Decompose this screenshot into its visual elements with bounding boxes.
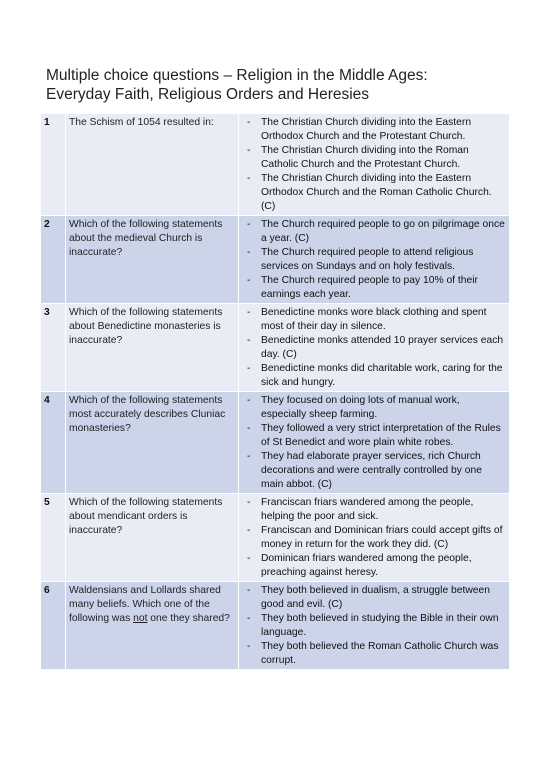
answer-option: - Benedictine monks did charitable work, caring for the sick and hungry. (242, 362, 506, 390)
question-number: 5 (41, 494, 66, 582)
question-number: 4 (41, 392, 66, 494)
answer-option: - Benedictine monks wore black clothing and spent most of their day in silence. (242, 306, 506, 334)
question-text-part: Waldensians and Lollards shared many beliefs. Which one of the following was (69, 585, 221, 624)
answer-option: - The Christian Church dividing into the Roman Catholic Church and the Protestant Church. (242, 144, 506, 172)
answer-options (239, 114, 510, 216)
question-number: 3 (41, 304, 66, 392)
answer-option: - The Church required people to go on pilgrimage once a year. (C) (242, 218, 506, 246)
question-text: Which of the following statements about Benedictine monasteries is inaccurate? (66, 304, 239, 392)
question-row-5 (41, 494, 510, 582)
page-title (46, 66, 428, 104)
question-text: Which of the following statements about the medieval Church is inaccurate? (66, 216, 239, 304)
answer-option: - They both believed in studying the Bible in their own language. (242, 612, 506, 640)
underlined-word: not (133, 613, 148, 624)
answer-option: - The Christian Church dividing into the Eastern Orthodox Church and the Roman Catholic Church. (C) (242, 172, 506, 214)
question-number: 2 (41, 216, 66, 304)
answer-options (239, 582, 510, 670)
answer-option: - Franciscan friars wandered among the people, helping the poor and sick. (242, 496, 506, 524)
question-text (66, 582, 239, 670)
title-line-1: Multiple choice questions – Religion in the Middle Ages: (46, 67, 428, 84)
answer-option: - The Christian Church dividing into the Eastern Orthodox Church and the Protestant Church. (242, 116, 506, 144)
question-row-2 (41, 216, 510, 304)
question-text: The Schism of 1054 resulted in: (66, 114, 239, 216)
answer-option: - They focused on doing lots of manual work, especially sheep farming. (242, 394, 506, 422)
answer-option: - Dominican friars wandered among the people, preaching against heresy. (242, 552, 506, 580)
title-line-2: Everyday Faith, Religious Orders and Heresies (46, 86, 370, 103)
answer-option: - They both believed in dualism, a struggle between good and evil. (C) (242, 584, 506, 612)
question-number: 6 (41, 582, 66, 670)
answer-option: - Franciscan and Dominican friars could accept gifts of money in return for the work they did. (C) (242, 524, 506, 552)
answer-option: - The Church required people to attend religious services on Sundays and on holy festivals. (242, 246, 506, 274)
answer-options (239, 304, 510, 392)
answer-options (239, 392, 510, 494)
question-text: Which of the following statements most accurately describes Cluniac monasteries? (66, 392, 239, 494)
answer-options (239, 494, 510, 582)
question-row-1 (41, 114, 510, 216)
question-text-part: one they shared? (147, 613, 230, 624)
question-text: Which of the following statements about mendicant orders is inaccurate? (66, 494, 239, 582)
answer-option: - The Church required people to pay 10% of their earnings each year. (242, 274, 506, 302)
answer-options (239, 216, 510, 304)
question-number: 1 (41, 114, 66, 216)
question-row-6 (41, 582, 510, 670)
answer-option: - They followed a very strict interpretation of the Rules of St Benedict and wore plain white robes. (242, 422, 506, 450)
answer-option: - They had elaborate prayer services, rich Church decorations and were centrally controlled by one main abbot. (C) (242, 450, 506, 492)
question-row-3 (41, 304, 510, 392)
questions-table (40, 113, 510, 670)
answer-option: - Benedictine monks attended 10 prayer services each day. (C) (242, 334, 506, 362)
question-row-4 (41, 392, 510, 494)
answer-option: - They both believed the Roman Catholic Church was corrupt. (242, 640, 506, 668)
